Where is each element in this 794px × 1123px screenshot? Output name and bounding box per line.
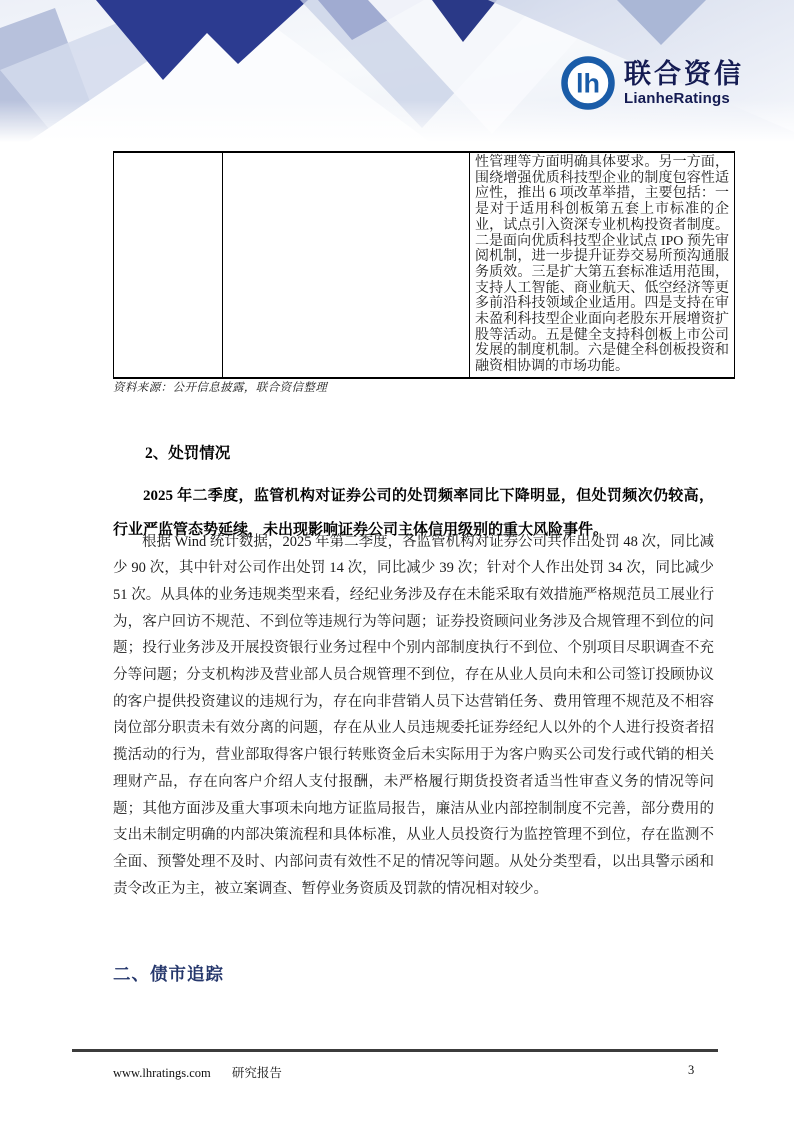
- footer-divider: [72, 1049, 718, 1052]
- table-cell-empty-1: [114, 152, 223, 378]
- table-row: [114, 152, 735, 378]
- penalty-lead-paragraph: 2025 年二季度，监管机构对证券公司的处罚频率同比下降明显，但处罚频次仍较高，行业严监管态势延续，未出现影响证券公司主体信用级别的重大风险事件。: [113, 488, 714, 538]
- footer-doc-type: 研究报告: [231, 1066, 282, 1080]
- table-cell-policy-detail: 性管理等方面明确具体要求。另一方面，围绕增强优质科技型企业的制度包容性适应性，推出 6 项改革举措，主要包括：一是对于适用科创板第五套上市标准的企业，试点引入资深专业机构投资者制度。二是面向优质科技型企业试点 IPO 预先审阅机制，进一步提升证券交易所预沟通服务质效。三是扩大第五套标准适用范围，支持人工智能、商业航天、低空经济等更多前沿科技领域企业适用。四是支持在审未盈利科技型企业面向老股东开展增资扩股等活动。五是健全支持科创板上市公司发展的制度机制。六是健全科创板投资和融资相协调的市场功能。: [470, 152, 735, 378]
- table-cell-empty-2: [223, 152, 470, 378]
- table-source-note: 资料来源：公开信息披露，联合资信整理: [113, 382, 328, 394]
- penalty-section-heading: 2、处罚情况: [145, 445, 231, 462]
- penalty-body-paragraph: 根据 Wind 统计数据，2025 年第二季度，各监管机构对证券公司共作出处罚 48 次，同比减少 90 次，其中针对公司作出处罚 14 次，同比减少 39 次；针对个人作出处罚 34 次，同比减少 51 次。从具体的业务违规类型来看，经纪业务涉及存在未能采取有效措施严格规范员工展业行为，客户回访不规范、不到位等违规行为等问题；证券投资顾问业务涉及合规管理不到位的问题；投行业务涉及开展投资银行业务过程中个别内部制度执行不到位、个别项目尽职调查不充分等问题；分支机构涉及营业部人员合规管理不到位，存在从业人员向未和公司签订投顾协议的客户提供投资建议的违规行为，存在向非营销人员下达营销任务、费用管理不规范及不相容岗位部分职责未有效分离的问题，存在从业人员违规委托证券经纪人以外的个人进行投资者招揽活动的行为，营业部取得客户银行转账资金后未实际用于为客户购买公司发行或代销的相关理财产品，存在向客户介绍人支付报酬，未严格履行期货投资者适当性审查义务的情况等问题；其他方面涉及重大事项未向地方证监局报告，廉洁从业内部控制制度不完善，部分费用的支出未制定明确的内部决策流程和具体标准，从业人员投资行为监控管理不到位，存在监测不全面、预警处理不及时、内部问责有效性不足的情况等问题。从处分类型看，以出具警示函和责令改正为主，被立案调查、暂停业务资质及罚款的情况相对较少。: [113, 533, 714, 897]
- header-banner: [0, 0, 794, 142]
- bond-market-section-heading: 二、债市追踪: [113, 964, 224, 984]
- logo-text: [624, 58, 744, 107]
- footer-left: [113, 1063, 282, 1081]
- brand-name-en: LianheRatings: [624, 89, 730, 107]
- lianhe-ratings-logo: [561, 56, 744, 110]
- svg-text:lh: lh: [576, 68, 600, 99]
- page-number: 3: [688, 1063, 695, 1077]
- footer-website: www.lhratings.com: [113, 1066, 211, 1080]
- lianhe-logo-icon: [561, 56, 615, 110]
- brand-name-cn: 联合资信: [624, 58, 744, 89]
- policy-table: [113, 151, 735, 379]
